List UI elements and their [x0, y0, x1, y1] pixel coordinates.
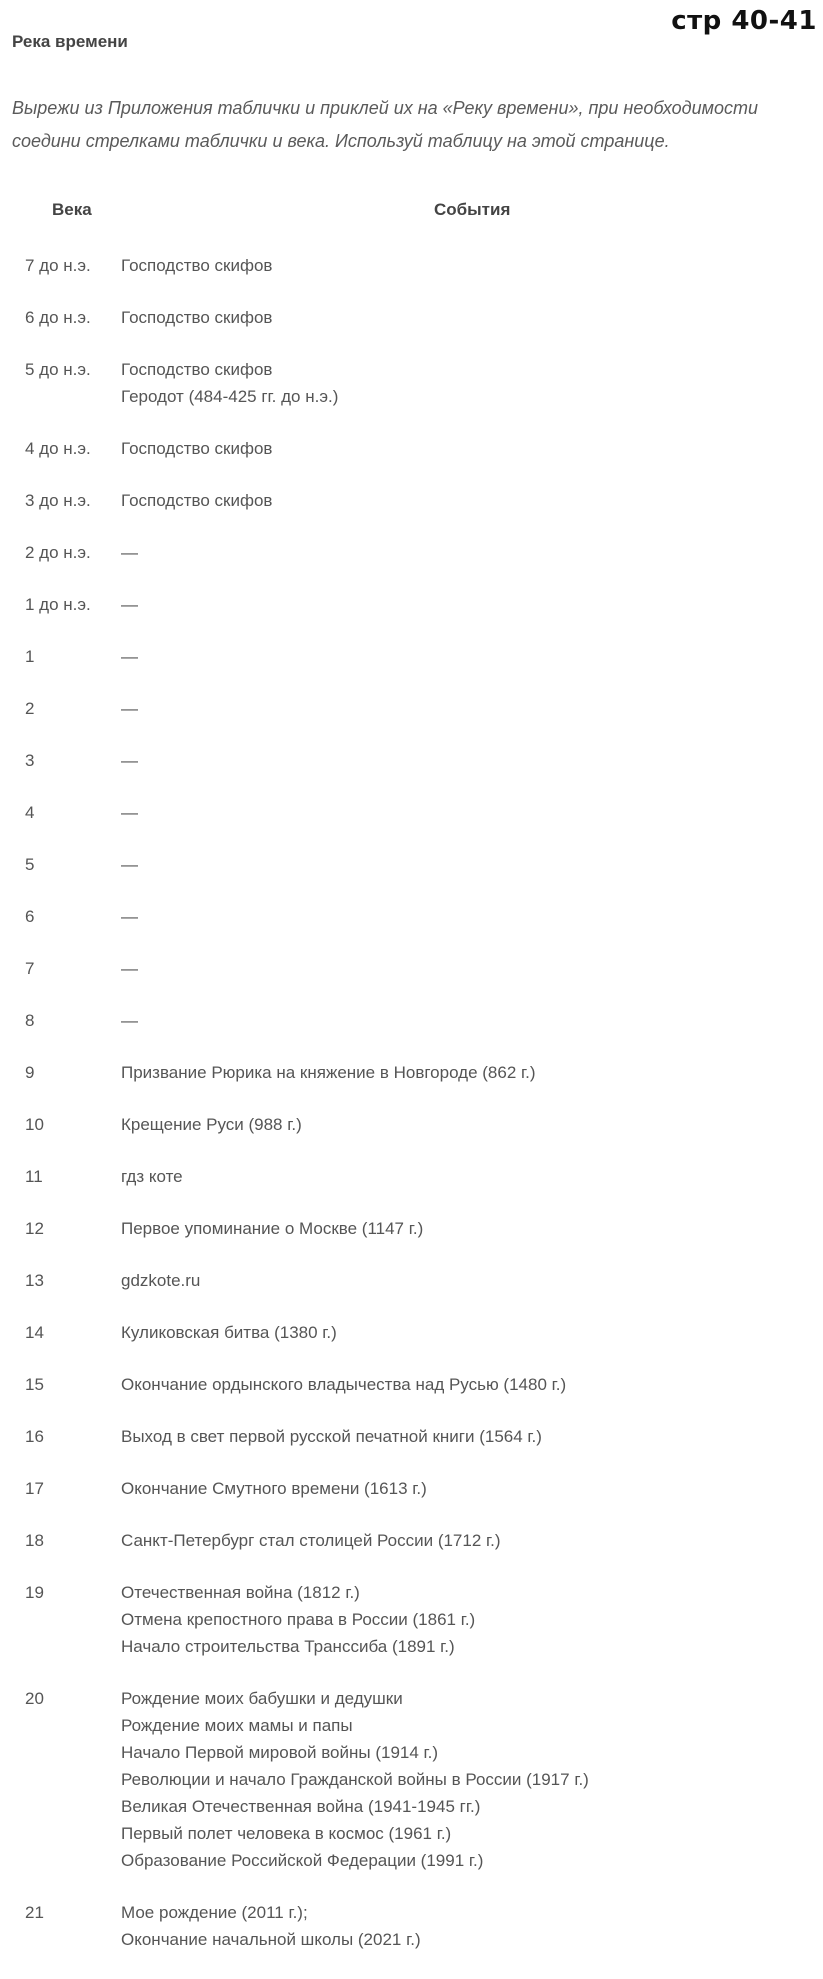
table-row [0, 799, 823, 826]
event-item: Крещение Руси (988 г.) [121, 1115, 302, 1134]
century-cell: 7 [25, 959, 35, 978]
event-item: Первый полет человека в космос (1961 г.) [121, 1824, 452, 1843]
century-cell: 3 [25, 751, 35, 770]
event-item: — [121, 751, 138, 770]
century-cell: 2 [25, 699, 35, 718]
century-cell: 6 до н.э. [25, 308, 91, 327]
century-cell: 19 [25, 1583, 44, 1602]
events-cell [121, 1527, 823, 1554]
event-item: Рождение моих бабушки и дедушки [121, 1689, 403, 1708]
table-row [0, 1111, 823, 1138]
table-row [0, 1527, 823, 1554]
century-cell: 1 до н.э. [25, 595, 91, 614]
event-item: Господство скифов [121, 256, 273, 275]
events-cell [121, 695, 823, 722]
column-header-century: Века [52, 200, 92, 219]
century-cell: 3 до н.э. [25, 491, 91, 510]
event-item: Отмена крепостного права в России (1861 г.) [121, 1610, 476, 1629]
event-item: Господство скифов [121, 491, 273, 510]
event-item: Куликовская битва (1380 г.) [121, 1323, 337, 1342]
event-item: Образование Российской Федерации (1991 г.) [121, 1851, 484, 1870]
event-item: — [121, 647, 138, 666]
century-cell: 10 [25, 1115, 44, 1134]
event-item: Окончание ордынского владычества над Русью (1480 г.) [121, 1375, 567, 1394]
event-item: — [121, 543, 138, 562]
century-cell: 5 до н.э. [25, 360, 91, 379]
events-cell [121, 1215, 823, 1242]
events-cell [121, 435, 823, 462]
events-cell [121, 1267, 823, 1294]
table-row [0, 1059, 823, 1086]
table-row [0, 1007, 823, 1034]
table-row [0, 356, 823, 410]
event-item: gdzkote.ru [121, 1271, 201, 1290]
table-row [0, 903, 823, 930]
table-row [0, 1685, 823, 1874]
events-cell [121, 1423, 823, 1450]
event-item: Начало Первой мировой войны (1914 г.) [121, 1743, 439, 1762]
events-cell [121, 747, 823, 774]
column-header-events: События [434, 200, 511, 219]
event-item: — [121, 699, 138, 718]
event-item: Господство скифов [121, 308, 273, 327]
events-cell [121, 1059, 823, 1086]
events-cell [121, 955, 823, 982]
event-item: — [121, 855, 138, 874]
events-cell [121, 304, 823, 331]
section-title: Река времени [12, 32, 128, 51]
timeline-table [0, 188, 823, 1949]
event-item: Мое рождение (2011 г.); [121, 1903, 308, 1922]
events-cell [121, 539, 823, 566]
event-item: Рождение моих мамы и папы [121, 1716, 353, 1735]
table-row [0, 1267, 823, 1294]
century-cell: 14 [25, 1323, 44, 1342]
table-header [0, 188, 823, 228]
table-row [0, 955, 823, 982]
event-item: Первое упоминание о Москве (1147 г.) [121, 1219, 424, 1238]
event-item: гдз коте [121, 1167, 183, 1186]
century-cell: 2 до н.э. [25, 543, 91, 562]
event-item: Санкт-Петербург стал столицей России (1712 г.) [121, 1531, 501, 1550]
event-item: Окончание Смутного времени (1613 г.) [121, 1479, 427, 1498]
century-cell: 6 [25, 907, 35, 926]
page-number: стр 40-41 [671, 6, 817, 36]
table-row [0, 1319, 823, 1346]
table-row [0, 1579, 823, 1660]
event-item: — [121, 595, 138, 614]
event-item: — [121, 803, 138, 822]
events-cell [121, 1685, 823, 1874]
table-row [0, 435, 823, 462]
events-cell [121, 643, 823, 670]
table-body [0, 252, 823, 1978]
century-cell: 16 [25, 1427, 44, 1446]
table-row [0, 487, 823, 514]
events-cell [121, 252, 823, 279]
century-cell: 13 [25, 1271, 44, 1290]
events-cell [121, 591, 823, 618]
table-row [0, 539, 823, 566]
table-row [0, 1215, 823, 1242]
event-item: Господство скифов [121, 360, 273, 379]
table-row [0, 643, 823, 670]
events-cell [121, 1371, 823, 1398]
table-row [0, 1475, 823, 1502]
event-item: Революции и начало Гражданской войны в России (1917 г.) [121, 1770, 589, 1789]
table-row [0, 304, 823, 331]
century-cell: 11 [25, 1167, 43, 1186]
century-cell: 9 [25, 1063, 35, 1082]
event-item: Призвание Рюрика на княжение в Новгороде (862 г.) [121, 1063, 536, 1082]
table-row [0, 1163, 823, 1190]
table-row [0, 1371, 823, 1398]
event-item: Великая Отечественная война (1941-1945 гг.) [121, 1797, 481, 1816]
century-cell: 18 [25, 1531, 44, 1550]
century-cell: 1 [25, 647, 35, 666]
events-cell [121, 1111, 823, 1138]
table-row [0, 252, 823, 279]
events-cell [121, 1007, 823, 1034]
events-cell [121, 487, 823, 514]
event-item: — [121, 1011, 138, 1030]
century-cell: 8 [25, 1011, 35, 1030]
events-cell [121, 799, 823, 826]
instruction-text: Вырежи из Приложения таблички и приклей их на «Реку времени», при необходимости соедини стрелками таблички и века. Используй таблицу на этой странице. [12, 98, 758, 151]
century-cell: 21 [25, 1903, 44, 1922]
table-row [0, 747, 823, 774]
event-item: — [121, 907, 138, 926]
event-item: Окончание начальной школы (2021 г.) [121, 1930, 421, 1949]
century-cell: 15 [25, 1375, 44, 1394]
event-item: — [121, 959, 138, 978]
century-cell: 4 до н.э. [25, 439, 91, 458]
century-cell: 17 [25, 1479, 44, 1498]
event-item: Начало строительства Транссиба (1891 г.) [121, 1637, 455, 1656]
events-cell [121, 1163, 823, 1190]
events-cell [121, 356, 823, 410]
table-row [0, 1423, 823, 1450]
event-item: Геродот (484-425 гг. до н.э.) [121, 387, 339, 406]
table-row [0, 695, 823, 722]
events-cell [121, 851, 823, 878]
table-row [0, 1899, 823, 1953]
event-item: Господство скифов [121, 439, 273, 458]
events-cell [121, 903, 823, 930]
event-item: Выход в свет первой русской печатной книги (1564 г.) [121, 1427, 542, 1446]
century-cell: 20 [25, 1689, 44, 1708]
century-cell: 4 [25, 803, 35, 822]
event-item: Отечественная война (1812 г.) [121, 1583, 360, 1602]
events-cell [121, 1475, 823, 1502]
events-cell [121, 1899, 823, 1953]
table-row [0, 591, 823, 618]
events-cell [121, 1319, 823, 1346]
century-cell: 7 до н.э. [25, 256, 91, 275]
century-cell: 12 [25, 1219, 44, 1238]
events-cell [121, 1579, 823, 1660]
century-cell: 5 [25, 855, 35, 874]
table-row [0, 851, 823, 878]
